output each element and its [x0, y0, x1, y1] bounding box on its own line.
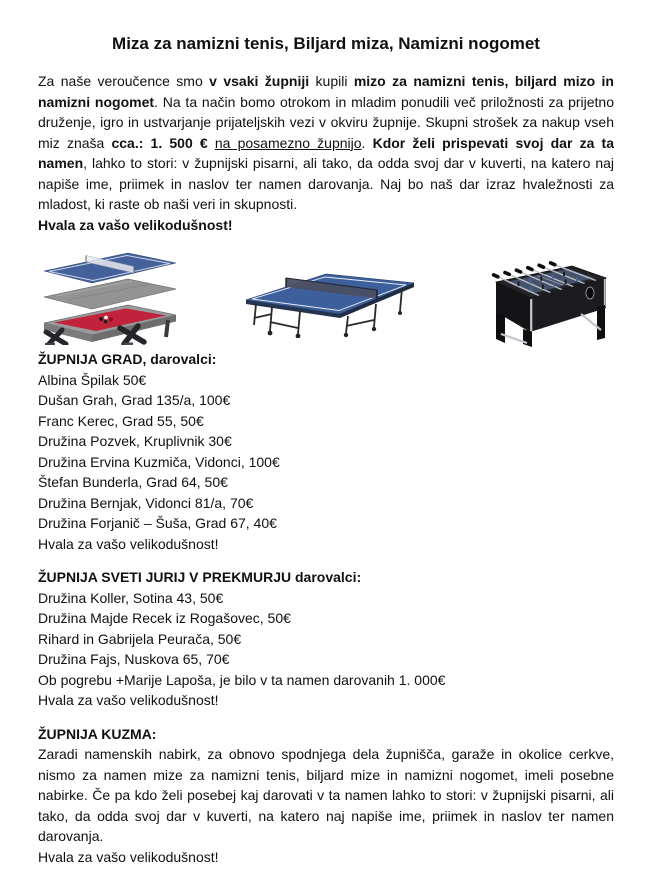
- text-run: na posamezno župnijo: [214, 134, 362, 151]
- list-item: Ob pogrebu +Marije Lapoša, je bilo v ta namen darovanih 1. 000€: [38, 671, 446, 688]
- text-run: v vsaki župniji: [209, 73, 310, 89]
- text-run: kupili: [309, 73, 354, 89]
- multigame-billiard-table-image: [40, 245, 182, 345]
- intro-paragraph: [38, 71, 614, 215]
- section-zupnija-kuzma: [38, 724, 614, 868]
- section-heading: ŽUPNIJA GRAD, darovalci:: [38, 351, 217, 367]
- section-heading: ŽUPNIJA KUZMA:: [38, 725, 157, 742]
- list-item: Albina Špilak 50€: [38, 371, 147, 388]
- section-zupnija-sveti-jurij: [38, 567, 614, 711]
- list-item: Štefan Bunderla, Grad 64, 50€: [38, 474, 228, 490]
- list-item: Hvala za vašo velikodušnost!: [38, 535, 219, 552]
- list-item: Družina Fajs, Nuskova 65, 70€: [38, 651, 230, 667]
- intro-thanks-line: Hvala za vašo velikodušnost!: [38, 216, 233, 233]
- donor-list: [38, 588, 614, 711]
- list-item: Družina Ervina Kuzmiča, Vidonci, 100€: [38, 453, 280, 470]
- list-item: Družina Forjanič – Šuša, Grad 67, 40€: [38, 515, 277, 531]
- text-run: . Na ta način bomo otrokom in mladim ponudili več priložnosti za prijetno druženje, igro in ustvarjanje prijateljskih vezi v okviru župnije. Skupni strošek za nakup vseh miz znaša: [38, 93, 614, 151]
- list-item: Rihard in Gabrijela Peurača, 50€: [38, 630, 242, 647]
- section-paragraph: Zaradi namenskih nabirk, za obnovo spodnjega dela župnišča, garaže in okolice cerkve, nismo za namen mize za namizni tenis, biljard mize in namizni nogomet, imeli posebne nabirke. Če pa kdo želi posebej kaj darovati v ta namen lahko to stori: v župnijski pisarni, ali tako, da odda svoj dar v kuverti, na katero naj napiše ime, priimek in naslov ter namen darovanja.: [38, 746, 614, 844]
- text-run: Za naše veroučence smo: [38, 73, 210, 89]
- section-heading: ŽUPNIJA SVETI JURIJ V PREKMURJU darovalci:: [38, 569, 362, 585]
- list-item: Dušan Grah, Grad 135/a, 100€: [38, 392, 231, 408]
- section-zupnija-grad: [38, 349, 614, 554]
- donor-list: [38, 847, 614, 868]
- table-tennis-table-image: [242, 254, 420, 338]
- list-item: Družina Koller, Sotina 43, 50€: [38, 589, 224, 606]
- list-item: Hvala za vašo velikodušnost!: [38, 692, 219, 708]
- list-item: Hvala za vašo velikodušnost!: [38, 848, 219, 865]
- list-item: Franc Kerec, Grad 55, 50€: [38, 412, 204, 429]
- list-item: Družina Bernjak, Vidonci 81/a, 70€: [38, 494, 254, 511]
- text-run: , lahko to stori: v župnijski pisarni, ali tako, da odda svoj dar v kuverti, na katero naj napiše ime, priimek in naslov ter namen darovanja. Naj bo naš dar izraz hvaležnosti za mladost, ki raste ob naši veri in skupnosti.: [38, 155, 614, 212]
- text-run: Kdor želi prispevati svoj dar za ta namen: [38, 134, 614, 171]
- list-item: Družina Majde Recek iz Rogašovec, 50€: [38, 610, 291, 626]
- text-run: cca.: 1. 500 €: [111, 134, 215, 151]
- text-run: mizo za namizni tenis, biljard mizo in namizni nogomet: [38, 73, 614, 110]
- list-item: Družina Pozvek, Kruplivnik 30€: [38, 433, 232, 449]
- product-images-row: [40, 245, 612, 347]
- text-run: .: [361, 134, 373, 151]
- foosball-table-image: [480, 252, 612, 347]
- page-title: Miza za namizni tenis, Biljard miza, Namizni nogomet: [112, 34, 540, 53]
- donor-list: [38, 370, 614, 555]
